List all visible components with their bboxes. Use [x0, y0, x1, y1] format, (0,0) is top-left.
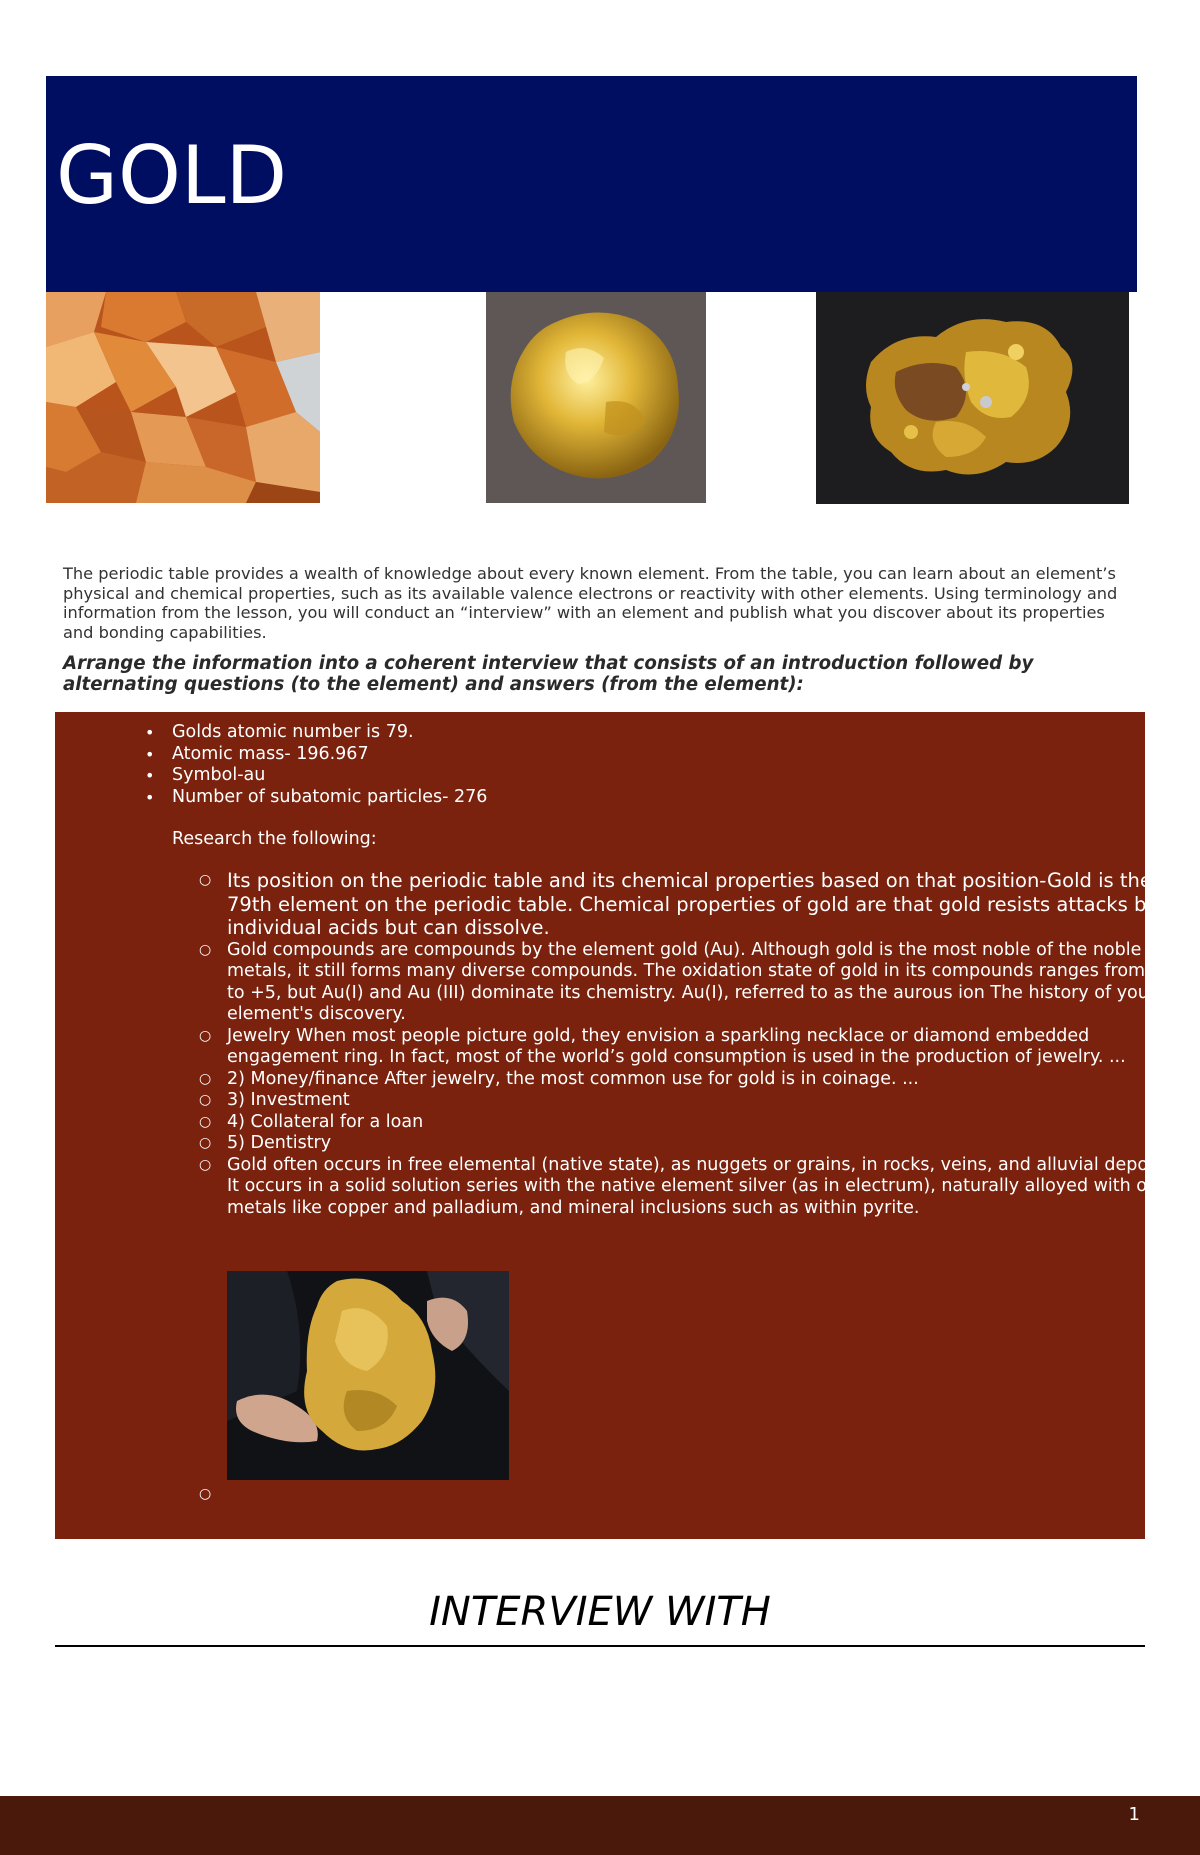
facts-box [55, 712, 1184, 1539]
research-list [199, 869, 1192, 1219]
list-item: ○ 5) Dentistry [199, 1133, 332, 1153]
circle-bullet-icon: ○ [199, 872, 212, 888]
interview-heading: INTERVIEW WITH [429, 1589, 771, 1635]
list-item: ○ 4) Collateral for a loan [199, 1111, 424, 1132]
gold-nugget-photo [486, 292, 706, 503]
circle-bullet-icon: ○ [199, 1092, 212, 1108]
list-item: • Golds atomic number is 79. [145, 722, 414, 742]
list-item: • Atomic mass- 196.967 [145, 743, 369, 764]
list-item: ○ Its position on the periodic table and its chemical properties based on that position-Gold is the 79th element on the periodic table. Chemical properties of gold are that gold resists attacks by individual acids but can dissolve. [199, 869, 1158, 939]
circle-bullet-icon: ○ [199, 941, 212, 958]
research-label: Research the following: [172, 829, 377, 849]
circle-bullet-icon: ○ [199, 1113, 212, 1130]
gold-in-hands-photo [227, 1271, 509, 1480]
heading-divider [55, 1645, 1145, 1647]
title-banner [46, 76, 1137, 292]
bullet-icon: • [145, 787, 155, 807]
footer-band [0, 1796, 1200, 1855]
list-item: • Number of subatomic particles- 276 [145, 786, 488, 807]
list-item: ○ Gold often occurs in free elemental (native state), as nuggets or grains, in rocks, veins, and alluvial deposits. It occurs in a solid solution series with the native element silver (as in electrum), naturally alloyed with other metals like copper and palladium, and mineral inclusions such as within pyrite. [199, 1154, 1184, 1218]
intro-paragraph: The periodic table provides a wealth of knowledge about every known element. From the table, you can learn about an element’s physical and chemical properties, such as its available valence electrons or reactivity with other elements. Using terminology and information from the lesson, you will conduct an “interview” with an element and publish what you discover about its properties and bonding capabilities. [63, 564, 1118, 642]
circle-bullet-icon: ○ [199, 1070, 212, 1087]
page-number: 1 [1128, 1804, 1140, 1825]
bullet-icon: • [145, 766, 155, 785]
circle-bullet-icon: ○ [199, 1156, 212, 1173]
page-title: GOLD [56, 129, 288, 222]
list-item: ○ Jewelry When most people picture gold, they envision a sparkling necklace or diamond embedded engagement ring. In fact, most of the world’s gold consumption is used in the production of jewelry. ... [199, 1025, 1126, 1067]
list-item: ○ 3) Investment [199, 1090, 350, 1110]
fact-list [145, 722, 488, 808]
list-item: ○ 2) Money/finance After jewelry, the most common use for gold is in coinage. ... [199, 1068, 919, 1089]
orange-rocks-photo [46, 292, 320, 503]
empty-list-item: ○ [199, 1486, 212, 1502]
bullet-icon: • [145, 744, 155, 764]
instructions-text: Arrange the information into a coherent interview that consists of an introduction followed by alternating questions (to the element) and answers (from the element): [63, 653, 1034, 695]
bullet-icon: • [145, 723, 155, 742]
list-item: • Symbol-au [145, 765, 266, 785]
gold-ore-specimen-photo [816, 292, 1129, 504]
list-item: ○ Gold compounds are compounds by the element gold (Au). Although gold is the most noble of the noble metals, it still forms many diverse compounds. The oxidation state of gold in its compounds ranges from −1 to +5, but Au(I) and Au (III) dominate its chemistry. Au(I), referred to as the aurous ion The history of your element's discovery. [199, 939, 1177, 1024]
circle-bullet-icon: ○ [199, 1027, 212, 1044]
circle-bullet-icon: ○ [199, 1135, 212, 1151]
